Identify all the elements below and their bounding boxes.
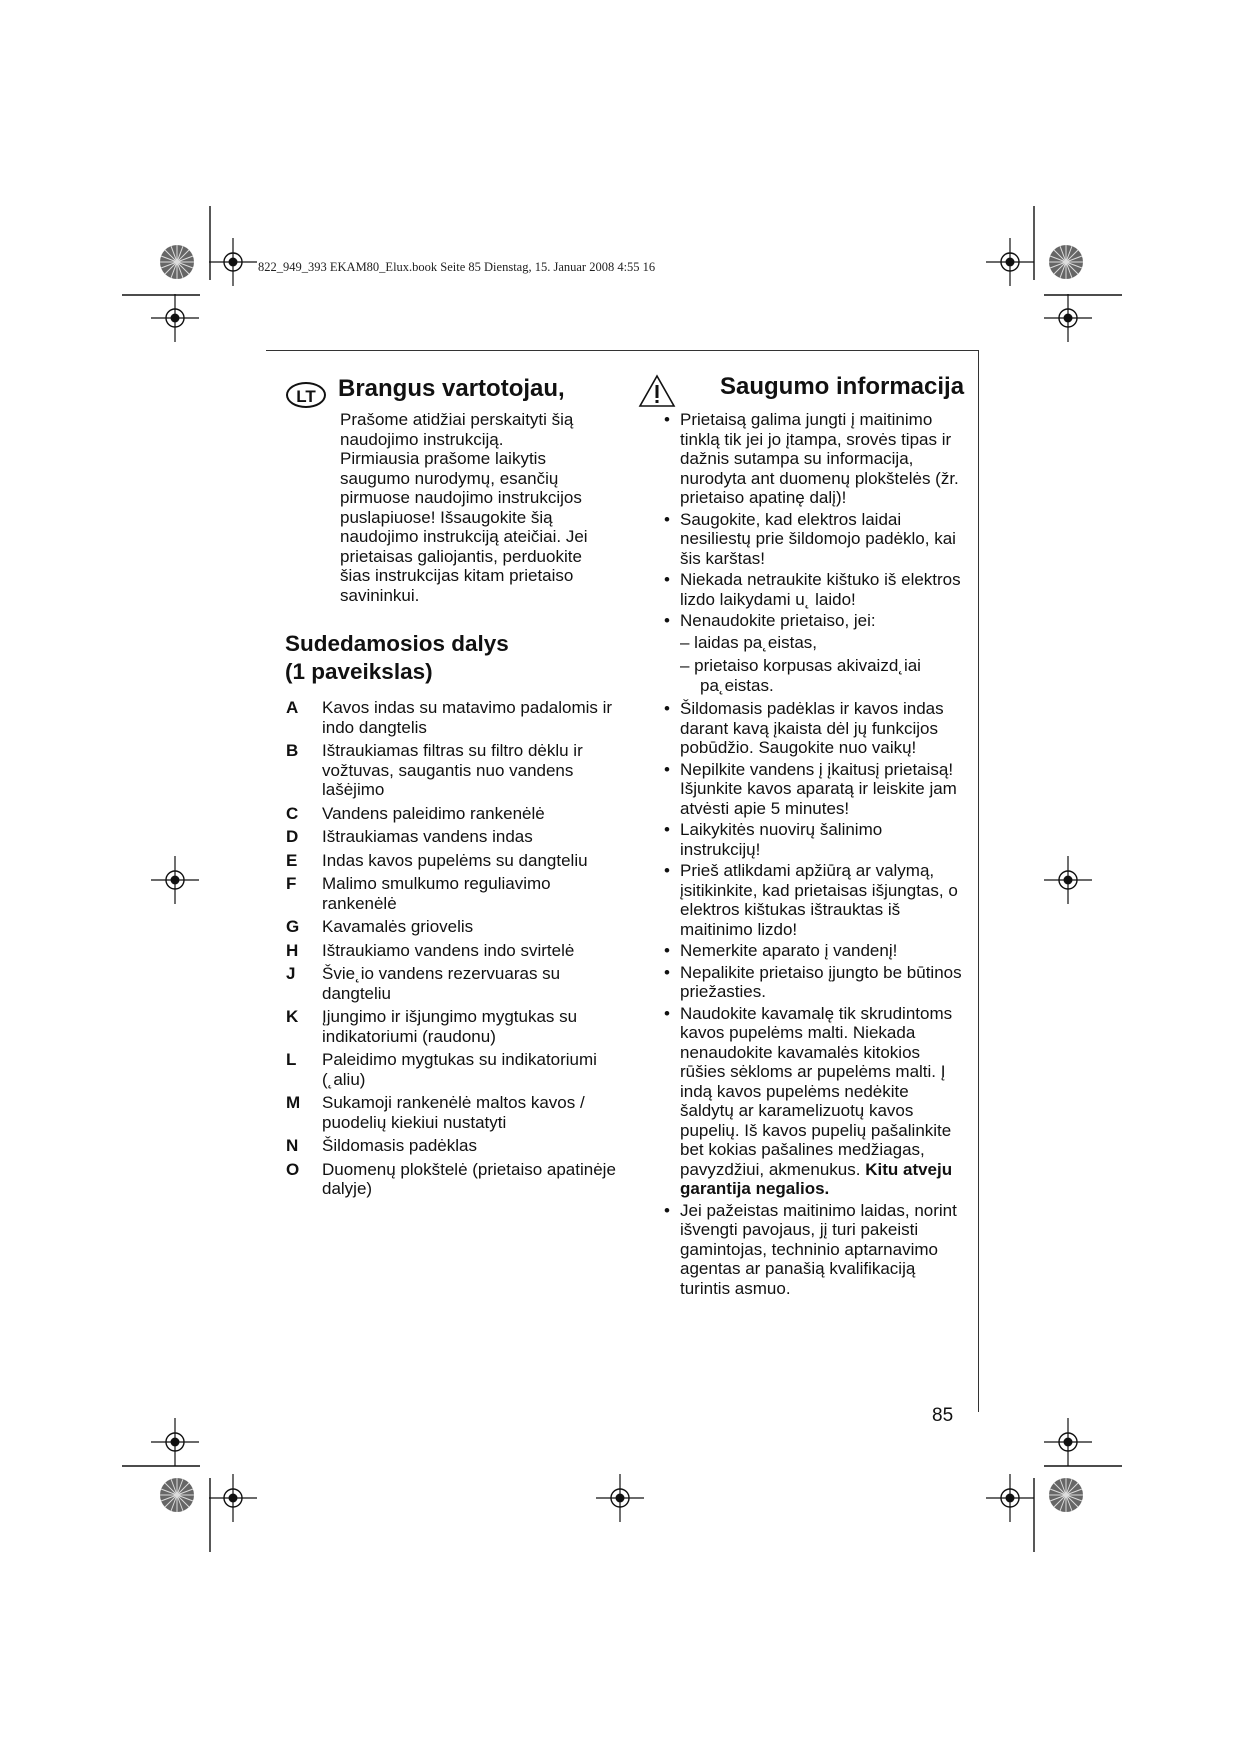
mid-right-mark [1044,856,1092,904]
safety-item-text: Prietaisą galima jungti į maitinimo tinklą tik jei jo įtampa, srovės tipas ir dažnis sutampa su informacija, nurodyta ant duomenų plokštelės (žr. prietaiso apatinę dalį)! [680,410,959,507]
safety-item [660,611,966,631]
intro-paragraph-1: Prašome atidžiai perskaityti šią naudojimo instrukciją. [340,410,574,449]
part-text: Kavamalės griovelis [322,917,474,936]
part-text: Indas kavos pupelėms su dangteliu [322,850,588,870]
safety-item [660,861,966,939]
part-item [286,1007,616,1046]
safety-item [660,941,966,961]
safety-item [660,570,966,609]
part-key: L [286,1050,297,1069]
mid-left-mark [151,856,199,904]
frame-top-rule [266,350,979,351]
part-key: C [286,803,299,823]
safety-item-coffee [660,1004,966,1199]
part-text: Šildomasis padėklas [322,1136,477,1155]
part-text: Kavos indas su matavimo padalomis ir indo dangtelis [322,698,613,737]
parts-list [286,698,616,1203]
part-item [286,874,616,913]
part-key: H [286,940,299,960]
safety-item-text: Laikykitės nuovirų šalinimo instrukcijų! [680,820,883,859]
part-key: M [286,1093,301,1112]
part-key: A [286,698,299,717]
safety-item-text: Niekada netraukite kištuko iš elektros lizdo laikydami u˛ laido! [680,570,961,609]
warning-triangle-icon [638,374,676,408]
part-item [286,827,616,847]
bullet: • [664,410,670,429]
bullet: • [664,1200,670,1220]
top-right-marks [986,206,1122,342]
print-header-line: 822_949_393 EKAM80_Elux.book Seite 85 Dienstag, 15. Januar 2008 4:55 16 [258,260,656,274]
part-item [286,1160,616,1199]
safety-list [660,410,966,1300]
part-key: B [286,741,299,760]
intro-paragraph-2: Pirmiausia prašome laikytis saugumo nurodymų, esančių pirmuose naudojimo instrukcijos puslapiuose! Išsaugokite šią naudojimo instrukciją ateičiai. Jei prietaisas galiojantis, perduokite šias instrukcijas kitam prietaiso savininkui. [340,449,588,605]
part-key: O [286,1159,300,1179]
part-key: N [286,1136,299,1155]
part-text: Ištraukiamo vandens indo svirtelė [322,940,575,960]
part-text: Malimo smulkumo reguliavimo rankenėlė [322,874,551,913]
safety-item [660,820,966,859]
part-text: Ištraukiamas filtras su filtro dėklu ir vožtuvas, saugantis nuo vandens lašėjimo [322,741,583,799]
part-key: G [286,917,300,936]
part-key: K [286,1007,299,1026]
bullet: • [664,759,670,779]
parts-title [285,630,615,686]
safety-item [660,699,966,758]
language-badge: LT [286,382,326,408]
part-text: Ištraukiamas vandens indas [322,827,533,846]
part-item [286,698,616,737]
frame-right-rule [978,350,979,1412]
part-text: Švie˛io vandens rezervuaras su dangteliu [322,964,561,1003]
safety-item-text: Naudokite kavamalę tik skrudintoms kavos pupelėms malti. Niekada nenaudokite kavamalės kitokios rūšies sėkloms ar pupelėms malti. Į indą kavos pupelėms nedėkite šaldytų ar karamelizuotų kavos pupelių. Iš kavos pupelių pašalinkite bet kokias pašalines medžiagas, pavyzdžiui, akmenukus. [680,1003,953,1179]
part-item [286,804,616,824]
part-item [286,917,616,937]
safety-item [660,760,966,819]
safety-item-text: Jei pažeistas maitinimo laidas, norint išvengti pavojaus, jį turi pakeisti gamintojas, techninio aptarnavimo agentas ar panašią kvalifikaciją turintis asmuo. [680,1200,957,1298]
bottom-left-marks [122,1418,257,1552]
part-item [286,964,616,1003]
bullet: • [664,509,670,529]
safety-item-text: Nepilkite vandens į įkaitusį prietaisą! Išjunkite kavos aparatą ir leiskite jam atvėsti apie 5 minutes! [680,759,957,818]
greeting-title: Brangus vartotojau, [338,375,565,402]
part-item [286,941,616,961]
part-key: D [286,827,299,846]
safety-item [660,963,966,1002]
safety-item-text: Nepalikite prietaiso įjungto be būtinos priežasties. [680,962,962,1001]
parts-title-line-1: Sudedamosios dalys [285,631,509,656]
bullet: • [664,962,670,982]
bullet: • [664,570,670,589]
part-item [286,741,616,800]
intro-text [340,410,610,605]
part-text: Vandens paleidimo rankenėlė [322,803,545,823]
part-text: Duomenų plokštelė (prietaiso apatinėje dalyje) [322,1159,616,1198]
part-key: J [286,964,296,983]
safety-item [660,1201,966,1299]
part-item [286,1050,616,1089]
bullet: • [664,820,670,839]
safety-item-text: Šildomasis padėklas ir kavos indas darant kavą įkaista dėl jų funkcijos pobūdžio. Saugokite nuo vaikų! [680,699,944,757]
safety-item-text: Prieš atlikdami apžiūrą ar valymą, įsitikinkite, kad prietaisas išjungtas, o elektros kištukas ištrauktas iš maitinimo lizdo! [680,861,958,939]
bullet: • [664,699,670,718]
bullet: • [664,611,670,630]
page-number: 85 [932,1405,954,1426]
bottom-right-marks [986,1418,1122,1552]
warranty-warning: Kitu atveju garantija negalios. [680,1159,953,1198]
safety-item-text: Saugokite, kad elektros laidai nesiliestų prie šildomojo padėklo, kai šis karštas! [680,509,956,568]
safety-sub-item: – laidas pa˛eistas, [680,632,818,652]
safety-item [660,410,966,508]
part-text: Paleidimo mygtukas su indikatoriumi (˛aliu) [322,1050,597,1089]
bottom-center-mark [596,1474,644,1522]
bullet: • [664,1003,670,1023]
safety-title: Saugumo informacija [720,373,965,400]
top-left-marks [122,206,257,342]
safety-sub-item: – prietaiso korpusas akivaizd˛iai pa˛eistas. [680,656,921,695]
safety-item-text: Nemerkite aparato į vandenį! [680,941,898,960]
part-item [286,1093,616,1132]
part-text: Įjungimo ir išjungimo mygtukas su indikatoriumi (raudonu) [322,1007,578,1046]
part-item [286,851,616,871]
part-text: Sukamoji rankenėlė maltos kavos / puodelių kiekiui nustatyti [322,1093,585,1132]
part-key: F [286,874,297,893]
part-key: E [286,850,298,870]
safety-item [660,510,966,569]
bullet: • [664,861,670,880]
parts-title-line-2: (1 paveikslas) [285,659,433,684]
part-item [286,1136,616,1156]
safety-item-text: Nenaudokite prietaiso, jei: [680,611,876,630]
bullet: • [664,941,670,960]
